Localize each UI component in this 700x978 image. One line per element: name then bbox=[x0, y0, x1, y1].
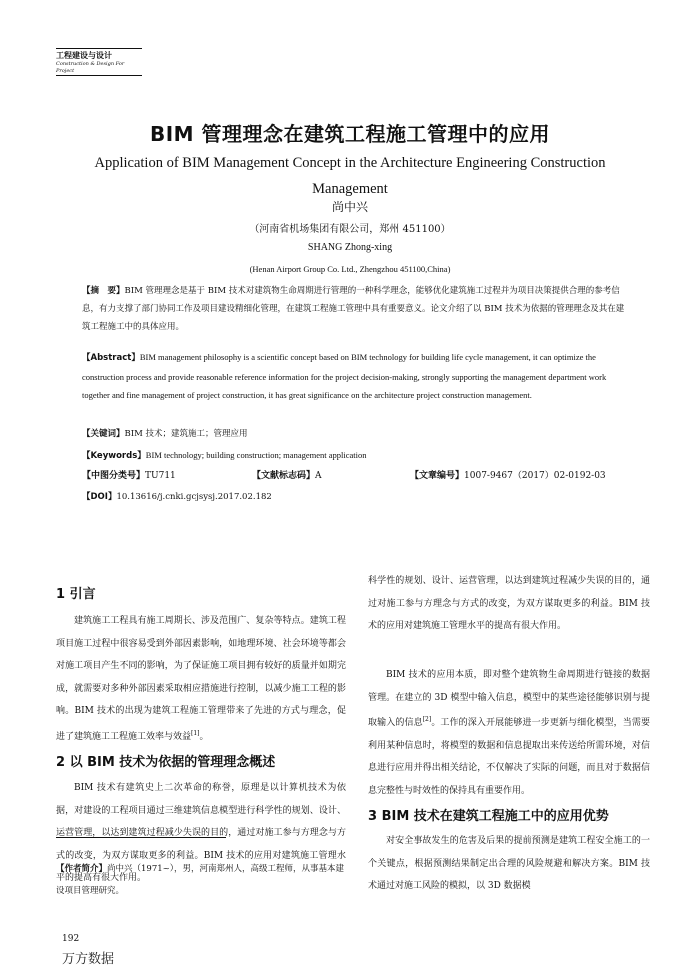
article-label: 【文章编号】 bbox=[410, 471, 465, 481]
abstract-cn bbox=[82, 282, 630, 336]
section-2-heading: 2 以 BIM 技术为依据的管理理念概述 bbox=[56, 755, 276, 770]
abstract-cn-text: BIM 管理理念是基于 BIM 技术对建筑物生命周期进行管理的一种科学理念，能够优化建筑施工过程并为项目决策提供合理的参考信息，有力支撑了部门协同工作及项目建设精细化管理，在建筑工程施工管理中具有重要意义。论文介绍了以 BIM 技术为依据的管理理念及其在建筑工程施工中的具体应用。 bbox=[82, 286, 625, 332]
clc-label: 【中图分类号】 bbox=[82, 471, 146, 481]
section-3-paragraph: 对安全事故发生的危害及后果的提前预测是建筑工程安全施工的一个关键点，根据预测结果制定出合理的风险规避和解决方案。BIM 技术通过对施工风险的模拟，以 3D 数据模 bbox=[368, 836, 650, 891]
citation-2: [2] bbox=[422, 716, 432, 723]
footnote-rule bbox=[56, 837, 226, 838]
clc-code bbox=[82, 467, 176, 485]
author-footnote bbox=[56, 858, 346, 902]
abstract-en-text: BIM management philosophy is a scientific concept based on BIM technology for building life cycle management, it can optimize the construction process and provide reasonable reference information for the project decision-making, strongly supporting the management department work together and fine management of project construction, it has great significance on the architecture project construction management. bbox=[82, 352, 607, 400]
document-code bbox=[252, 467, 322, 485]
citation-1: [1] bbox=[191, 729, 200, 737]
abstract-en bbox=[82, 348, 630, 405]
keywords-en-label: 【Keywords】 bbox=[82, 451, 146, 461]
affiliation-cn: （河南省机场集团有限公司，郑州 451100） bbox=[249, 224, 451, 235]
abstract-cn-label: 【摘 要】 bbox=[82, 286, 125, 296]
footnote-text: 尚中兴（1971~），男，河南郑州人，高级工程师，从事基本建设项目管理研究。 bbox=[56, 864, 345, 896]
affiliation-en: (Henan Airport Group Co. Ltd., Zhengzhou 451100,China) bbox=[249, 264, 451, 274]
section-1-paragraph bbox=[56, 610, 346, 748]
section-2-paragraph-1: BIM 技术有建筑史上二次革命的称誉，原理是以计算机技术为依据，对建设的工程项目通过三维建筑信息模型进行科学性的规划、设计、运营管理，以达到建筑过程减少失误的目的，通过对施工参与方理念与方式的改变，为双方谋取更多的利益。BIM 技术的应用对建筑施工管理水平的提高有很大作用。 bbox=[56, 783, 346, 883]
paper-title-en: Application of BIM Management Concept in the Architecture Engineering Construction Management bbox=[94, 155, 606, 197]
doi-value: 10.13616/j.cnki.gcjsysj.2017.02.182 bbox=[116, 492, 272, 502]
section-2-p2-text-end: 。工作的深入开展能够进一步更新与细化模型，当需要利用某种信息时，将模型的数据和信息提取出来传送给所需环境，对信息进行应用并得出相关结论，不仅解决了实际的问题，而且对于数据信息完整性与时效性的保持具有重要作用。 bbox=[368, 718, 650, 796]
section-1-text: 建筑施工工程具有施工周期长、涉及范围广、复杂等特点。建筑工程项目施工过程中很容易受到外部因素影响，如地理环境、社会环境等都会对施工项目产生不同的影响，为了保证施工项目拥有较好的质量并如期完成，就需要对多种外部因素采取相应措施进行控制，以减少施工工程的影响。BIM 技术的出现为建筑工程施工管理带来了先进的方式与理念，促进了建筑施工工程施工效率与效益 bbox=[56, 616, 346, 742]
section-1-text-end: 。 bbox=[199, 731, 209, 742]
footnote-label: 【作者简介】 bbox=[56, 864, 108, 874]
article-value: 1007-9467（2017）02-0192-03 bbox=[464, 471, 606, 481]
keywords-cn bbox=[82, 425, 630, 443]
journal-name-en: Construction & Design For Project bbox=[56, 61, 125, 74]
section-2-paragraph-1-continued bbox=[368, 570, 650, 660]
article-number bbox=[410, 467, 606, 485]
keywords-en bbox=[82, 446, 630, 465]
right-column bbox=[368, 570, 650, 898]
section-2-paragraph-2 bbox=[368, 664, 650, 802]
abstract-en-label: 【Abstract】 bbox=[82, 353, 140, 363]
doc-value: A bbox=[315, 471, 322, 481]
clc-value: TU711 bbox=[145, 471, 176, 481]
page-number: 192 bbox=[62, 934, 80, 944]
section-2-continued-text: 科学性的规划、设计、运营管理，以达到建筑过程减少失误的目的，通过对施工参与方理念与方式的改变，为双方谋取更多的利益。BIM 技术的应用对建筑施工管理水平的提高有很大作用。 bbox=[368, 576, 650, 631]
doi-line bbox=[82, 488, 630, 506]
paper-title-cn: BIM 管理理念在建筑工程施工管理中的应用 bbox=[149, 122, 551, 146]
keywords-cn-label: 【关键词】 bbox=[82, 429, 125, 439]
author-en: SHANG Zhong-xing bbox=[307, 242, 393, 253]
journal-name-cn: 工程建设与设计 bbox=[56, 51, 112, 60]
watermark: 万方数据 bbox=[62, 952, 115, 967]
doc-label: 【文献标志码】 bbox=[252, 471, 316, 481]
keywords-cn-text: BIM 技术；建筑施工；管理应用 bbox=[124, 429, 248, 439]
section-3-heading: 3 BIM 技术在建筑工程施工中的应用优势 bbox=[368, 809, 609, 824]
doi-label: 【DOI】 bbox=[82, 492, 117, 502]
journal-header bbox=[56, 48, 142, 76]
section-2-p2-text: BIM 技术的应用本质，即对整个建筑物生命周期进行链接的数据管理。在建立的 3D 模型中输入信息，模型中的某些途径能够识别与提取输入的信息 bbox=[368, 670, 650, 728]
keywords-en-text: BIM technology; building construction; management application bbox=[145, 450, 367, 460]
author-cn: 尚中兴 bbox=[331, 200, 368, 214]
section-1-heading: 1 引言 bbox=[56, 587, 96, 602]
